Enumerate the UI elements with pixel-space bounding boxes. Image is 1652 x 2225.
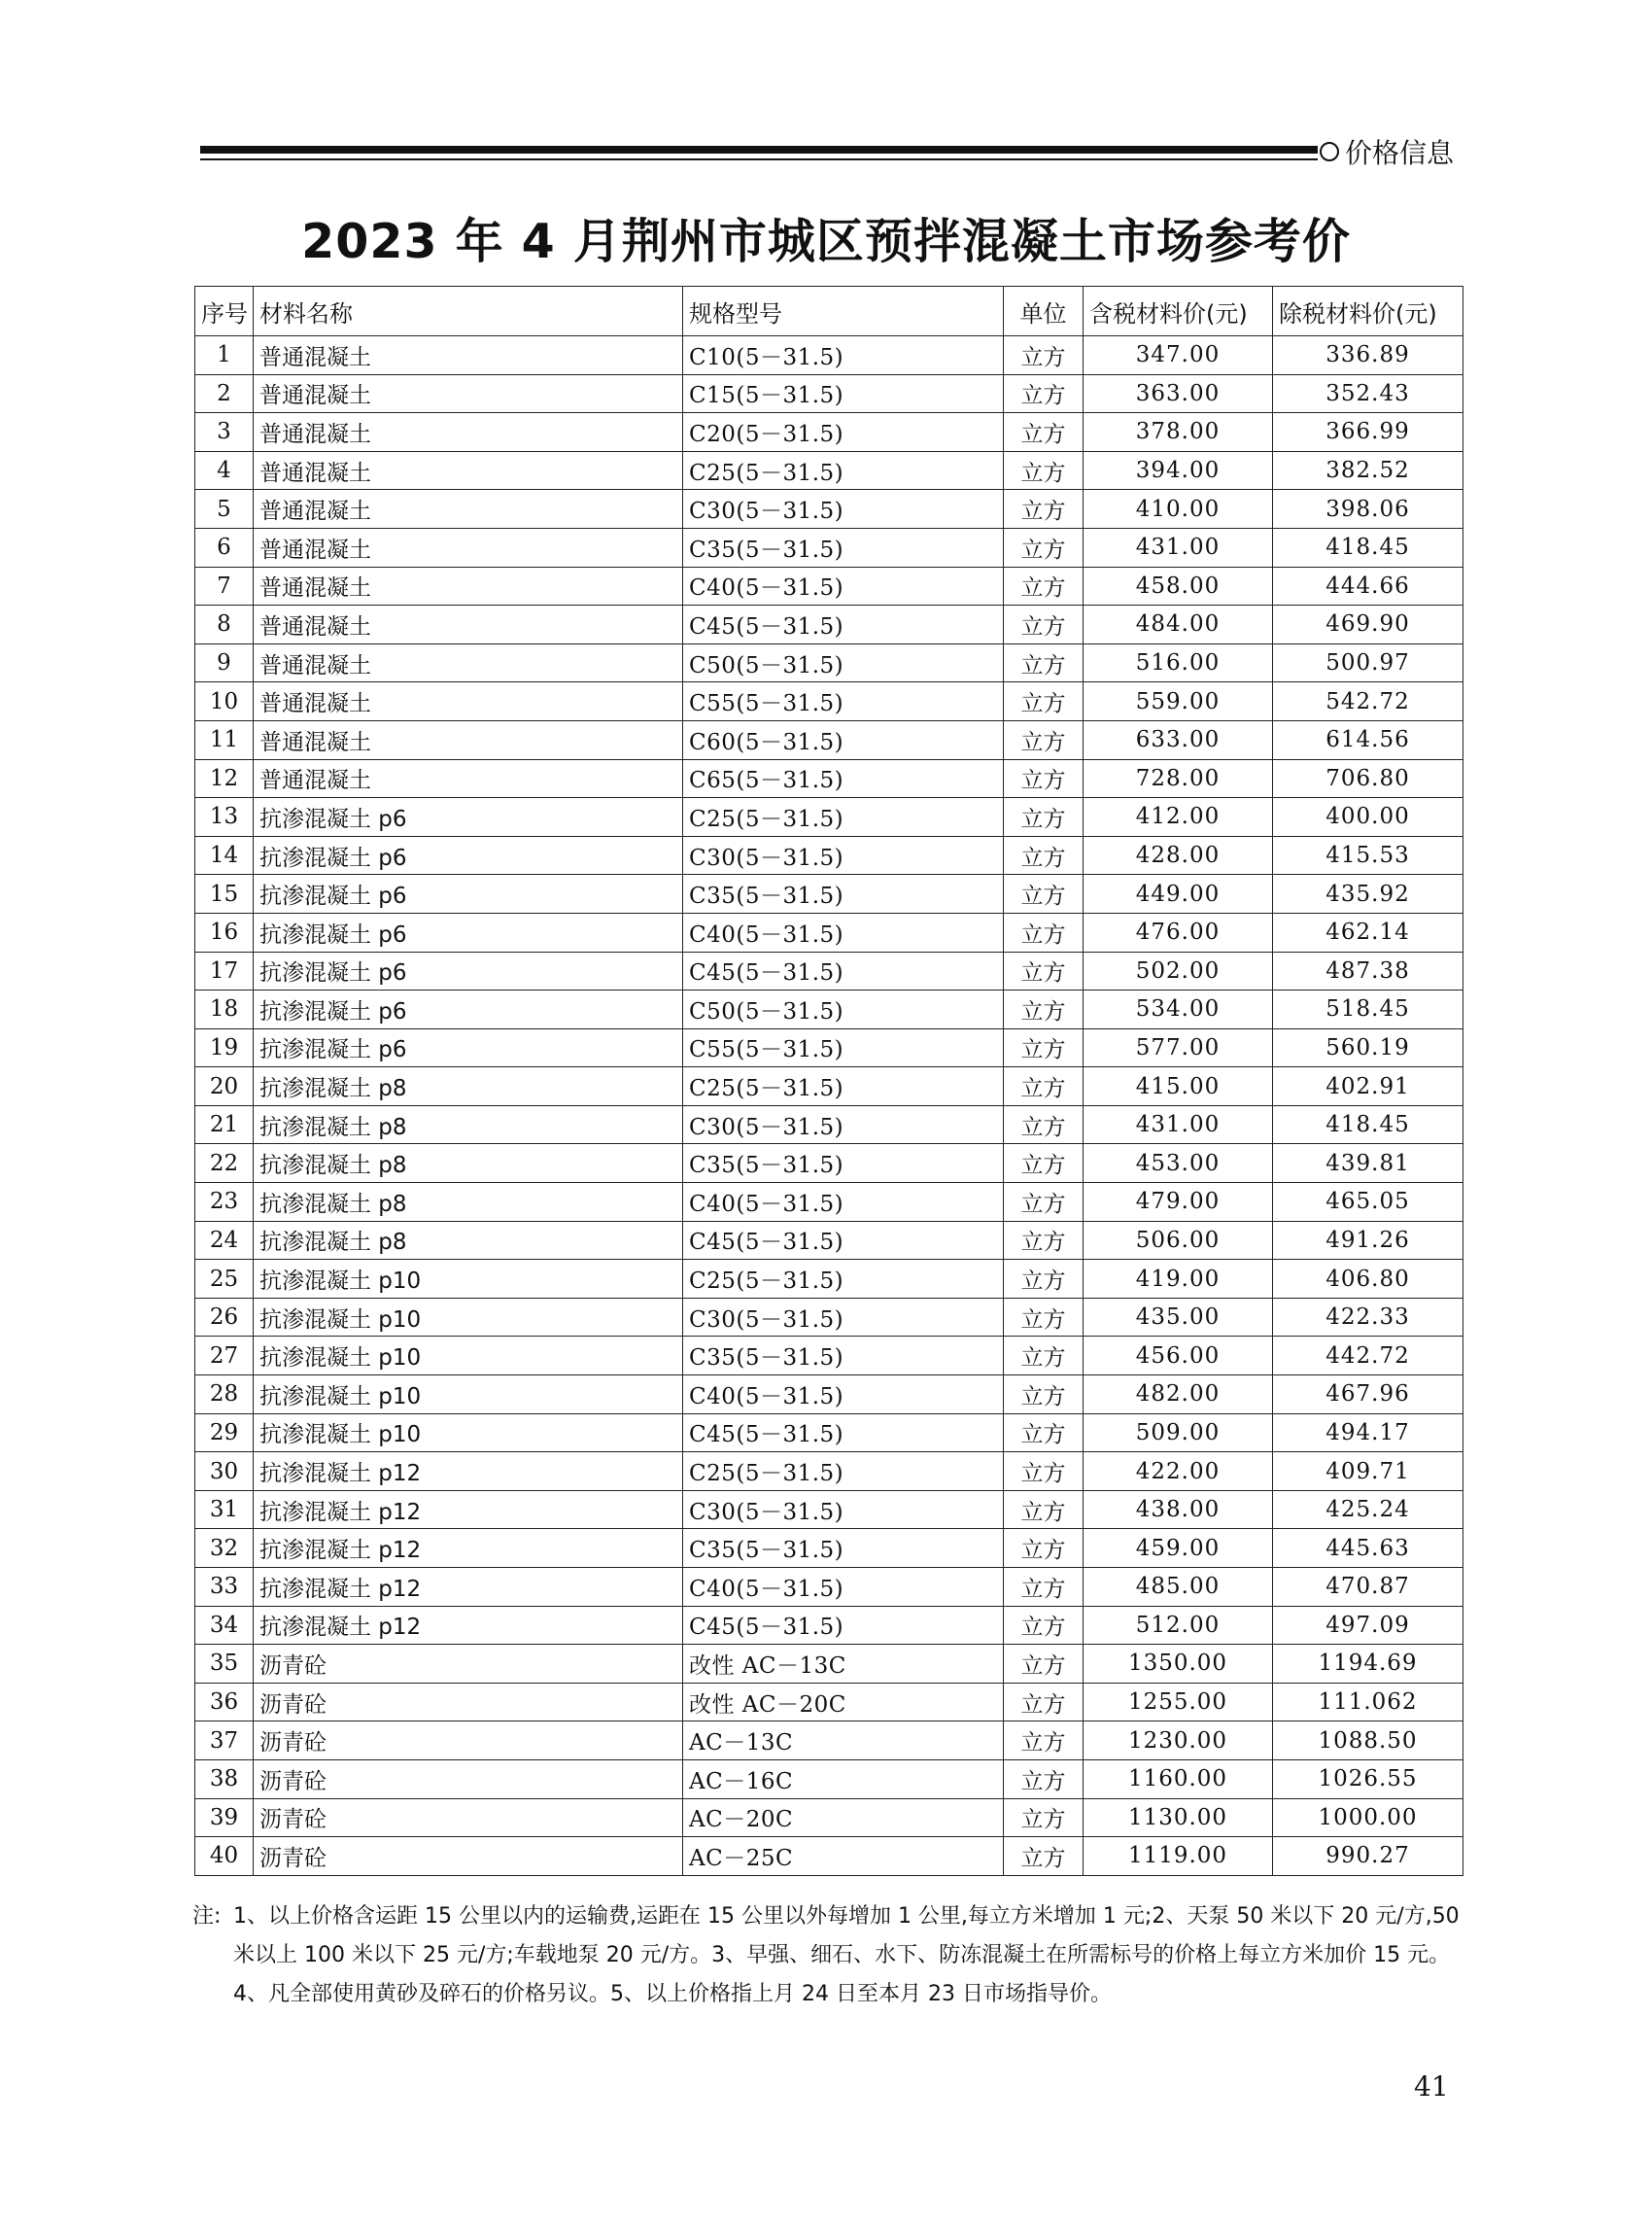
table-row (195, 1721, 1463, 1760)
cell-unit: 立方 (1004, 798, 1084, 837)
cell-unit: 立方 (1004, 1260, 1084, 1299)
cell-spec: C40(5－31.5) (683, 1183, 1004, 1222)
cell-no: 6 (195, 528, 254, 567)
header-rule-thin (200, 158, 1318, 160)
cell-name: 抗渗混凝土 p6 (254, 952, 683, 991)
table-row (195, 1759, 1463, 1798)
cell-price-tax: 449.00 (1084, 875, 1273, 914)
cell-price-notax: 467.96 (1273, 1375, 1463, 1414)
cell-name: 普通混凝土 (254, 336, 683, 375)
header-spec: 规格型号 (683, 287, 1004, 336)
cell-price-notax: 418.45 (1273, 1105, 1463, 1144)
table-row (195, 528, 1463, 567)
cell-spec: C50(5－31.5) (683, 643, 1004, 682)
cell-price-tax: 485.00 (1084, 1568, 1273, 1607)
cell-price-tax: 1130.00 (1084, 1798, 1273, 1837)
cell-spec: 改性 AC－20C (683, 1683, 1004, 1721)
cell-price-tax: 1119.00 (1084, 1837, 1273, 1876)
cell-spec: C35(5－31.5) (683, 1144, 1004, 1183)
cell-price-notax: 409.71 (1273, 1452, 1463, 1491)
cell-price-notax: 1000.00 (1273, 1798, 1463, 1837)
cell-price-notax: 469.90 (1273, 606, 1463, 644)
cell-no: 34 (195, 1606, 254, 1645)
table-row (195, 1413, 1463, 1452)
cell-spec: C25(5－31.5) (683, 451, 1004, 490)
cell-price-notax: 352.43 (1273, 374, 1463, 413)
table-row (195, 913, 1463, 952)
cell-unit: 立方 (1004, 1837, 1084, 1876)
cell-unit: 立方 (1004, 606, 1084, 644)
header-rule-thick (200, 146, 1318, 154)
table-row (195, 1028, 1463, 1067)
cell-no: 12 (195, 759, 254, 798)
cell-name: 普通混凝土 (254, 413, 683, 452)
cell-spec: C40(5－31.5) (683, 567, 1004, 606)
cell-price-notax: 990.27 (1273, 1837, 1463, 1876)
cell-name: 普通混凝土 (254, 759, 683, 798)
cell-price-tax: 428.00 (1084, 836, 1273, 875)
cell-no: 35 (195, 1645, 254, 1684)
cell-price-tax: 410.00 (1084, 490, 1273, 529)
cell-no: 15 (195, 875, 254, 914)
cell-spec: C35(5－31.5) (683, 875, 1004, 914)
cell-unit: 立方 (1004, 913, 1084, 952)
cell-unit: 立方 (1004, 1375, 1084, 1414)
cell-no: 24 (195, 1221, 254, 1260)
cell-spec: C35(5－31.5) (683, 1529, 1004, 1568)
cell-spec: C25(5－31.5) (683, 798, 1004, 837)
cell-no: 11 (195, 720, 254, 759)
cell-price-tax: 347.00 (1084, 336, 1273, 375)
cell-name: 抗渗混凝土 p6 (254, 991, 683, 1029)
cell-no: 40 (195, 1837, 254, 1876)
cell-unit: 立方 (1004, 643, 1084, 682)
table-row (195, 1067, 1463, 1106)
cell-name: 抗渗混凝土 p10 (254, 1337, 683, 1375)
table-row (195, 1645, 1463, 1684)
table-body (195, 336, 1463, 1876)
cell-price-tax: 559.00 (1084, 682, 1273, 721)
cell-name: 沥青砼 (254, 1721, 683, 1760)
cell-price-notax: 415.53 (1273, 836, 1463, 875)
cell-no: 25 (195, 1260, 254, 1299)
cell-price-tax: 1230.00 (1084, 1721, 1273, 1760)
cell-no: 28 (195, 1375, 254, 1414)
cell-price-notax: 444.66 (1273, 567, 1463, 606)
cell-name: 抗渗混凝土 p8 (254, 1067, 683, 1106)
table-row (195, 1144, 1463, 1183)
cell-no: 20 (195, 1067, 254, 1106)
cell-spec: C10(5－31.5) (683, 336, 1004, 375)
cell-price-notax: 706.80 (1273, 759, 1463, 798)
cell-unit: 立方 (1004, 1105, 1084, 1144)
cell-price-notax: 1088.50 (1273, 1721, 1463, 1760)
cell-price-tax: 1350.00 (1084, 1645, 1273, 1684)
table-row (195, 682, 1463, 721)
cell-name: 抗渗混凝土 p12 (254, 1529, 683, 1568)
table-row (195, 567, 1463, 606)
cell-price-tax: 363.00 (1084, 374, 1273, 413)
cell-price-notax: 1026.55 (1273, 1759, 1463, 1798)
cell-price-notax: 398.06 (1273, 490, 1463, 529)
cell-unit: 立方 (1004, 952, 1084, 991)
cell-no: 1 (195, 336, 254, 375)
cell-price-notax: 422.33 (1273, 1298, 1463, 1337)
cell-name: 抗渗混凝土 p12 (254, 1606, 683, 1645)
cell-no: 2 (195, 374, 254, 413)
cell-no: 36 (195, 1683, 254, 1721)
cell-unit: 立方 (1004, 1490, 1084, 1529)
cell-price-tax: 419.00 (1084, 1260, 1273, 1299)
table-row (195, 798, 1463, 837)
cell-no: 7 (195, 567, 254, 606)
cell-no: 8 (195, 606, 254, 644)
cell-unit: 立方 (1004, 759, 1084, 798)
cell-spec: C20(5－31.5) (683, 413, 1004, 452)
cell-price-tax: 577.00 (1084, 1028, 1273, 1067)
cell-spec: C45(5－31.5) (683, 952, 1004, 991)
cell-unit: 立方 (1004, 413, 1084, 452)
table-row (195, 606, 1463, 644)
table-row (195, 952, 1463, 991)
table-row (195, 875, 1463, 914)
cell-price-notax: 470.87 (1273, 1568, 1463, 1607)
cell-price-tax: 502.00 (1084, 952, 1273, 991)
cell-name: 抗渗混凝土 p12 (254, 1452, 683, 1491)
cell-no: 16 (195, 913, 254, 952)
cell-spec: AC－20C (683, 1798, 1004, 1837)
cell-price-tax: 431.00 (1084, 528, 1273, 567)
table-row (195, 1606, 1463, 1645)
cell-price-tax: 438.00 (1084, 1490, 1273, 1529)
cell-spec: C25(5－31.5) (683, 1067, 1004, 1106)
cell-price-tax: 476.00 (1084, 913, 1273, 952)
cell-price-tax: 1160.00 (1084, 1759, 1273, 1798)
cell-spec: C30(5－31.5) (683, 490, 1004, 529)
cell-price-tax: 512.00 (1084, 1606, 1273, 1645)
table-row (195, 1375, 1463, 1414)
cell-name: 普通混凝土 (254, 643, 683, 682)
cell-no: 17 (195, 952, 254, 991)
cell-unit: 立方 (1004, 1606, 1084, 1645)
cell-unit: 立方 (1004, 836, 1084, 875)
cell-spec: C55(5－31.5) (683, 1028, 1004, 1067)
cell-name: 抗渗混凝土 p12 (254, 1568, 683, 1607)
table-row (195, 1260, 1463, 1299)
cell-spec: C40(5－31.5) (683, 1375, 1004, 1414)
cell-unit: 立方 (1004, 1568, 1084, 1607)
cell-spec: AC－13C (683, 1721, 1004, 1760)
cell-price-notax: 445.63 (1273, 1529, 1463, 1568)
cell-name: 抗渗混凝土 p8 (254, 1221, 683, 1260)
table-row (195, 1529, 1463, 1568)
cell-price-notax: 614.56 (1273, 720, 1463, 759)
cell-spec: C55(5－31.5) (683, 682, 1004, 721)
cell-spec: C30(5－31.5) (683, 1490, 1004, 1529)
cell-price-notax: 560.19 (1273, 1028, 1463, 1067)
cell-name: 抗渗混凝土 p8 (254, 1144, 683, 1183)
cell-name: 普通混凝土 (254, 451, 683, 490)
table-row (195, 1337, 1463, 1375)
cell-no: 32 (195, 1529, 254, 1568)
section-label-text: 价格信息 (1345, 137, 1455, 169)
cell-spec: C30(5－31.5) (683, 1105, 1004, 1144)
cell-no: 9 (195, 643, 254, 682)
cell-no: 29 (195, 1413, 254, 1452)
cell-spec: C40(5－31.5) (683, 1568, 1004, 1607)
cell-price-notax: 111.062 (1273, 1683, 1463, 1721)
cell-unit: 立方 (1004, 1721, 1084, 1760)
table-row (195, 1568, 1463, 1607)
cell-spec: AC－16C (683, 1759, 1004, 1798)
cell-no: 18 (195, 991, 254, 1029)
cell-no: 33 (195, 1568, 254, 1607)
cell-no: 23 (195, 1183, 254, 1222)
cell-name: 普通混凝土 (254, 374, 683, 413)
cell-spec: C65(5－31.5) (683, 759, 1004, 798)
cell-unit: 立方 (1004, 1452, 1084, 1491)
table-row (195, 374, 1463, 413)
cell-price-tax: 482.00 (1084, 1375, 1273, 1414)
cell-unit: 立方 (1004, 1183, 1084, 1222)
cell-name: 沥青砼 (254, 1683, 683, 1721)
cell-unit: 立方 (1004, 1144, 1084, 1183)
table-row (195, 1298, 1463, 1337)
section-label (1320, 132, 1454, 171)
price-table (194, 286, 1463, 1876)
cell-spec: C45(5－31.5) (683, 1606, 1004, 1645)
cell-unit: 立方 (1004, 682, 1084, 721)
cell-no: 14 (195, 836, 254, 875)
cell-name: 普通混凝土 (254, 567, 683, 606)
cell-name: 抗渗混凝土 p12 (254, 1490, 683, 1529)
cell-price-tax: 1255.00 (1084, 1683, 1273, 1721)
cell-no: 27 (195, 1337, 254, 1375)
cell-no: 3 (195, 413, 254, 452)
cell-no: 30 (195, 1452, 254, 1491)
cell-price-tax: 394.00 (1084, 451, 1273, 490)
cell-price-notax: 418.45 (1273, 528, 1463, 567)
table-row (195, 643, 1463, 682)
cell-price-notax: 442.72 (1273, 1337, 1463, 1375)
table-row (195, 1837, 1463, 1876)
cell-price-tax: 456.00 (1084, 1337, 1273, 1375)
header-unit: 单位 (1004, 287, 1084, 336)
page-number: 41 (1414, 2070, 1449, 2103)
cell-no: 10 (195, 682, 254, 721)
cell-price-notax: 439.81 (1273, 1144, 1463, 1183)
cell-name: 抗渗混凝土 p10 (254, 1375, 683, 1414)
cell-price-notax: 542.72 (1273, 682, 1463, 721)
cell-no: 5 (195, 490, 254, 529)
cell-spec: C45(5－31.5) (683, 606, 1004, 644)
cell-price-tax: 453.00 (1084, 1144, 1273, 1183)
cell-unit: 立方 (1004, 336, 1084, 375)
cell-price-notax: 462.14 (1273, 913, 1463, 952)
table-row (195, 413, 1463, 452)
table-header-row (195, 287, 1463, 336)
cell-no: 26 (195, 1298, 254, 1337)
cell-spec: C50(5－31.5) (683, 991, 1004, 1029)
cell-spec: C25(5－31.5) (683, 1260, 1004, 1299)
cell-name: 沥青砼 (254, 1645, 683, 1684)
table-row (195, 836, 1463, 875)
cell-price-notax: 491.26 (1273, 1221, 1463, 1260)
cell-no: 4 (195, 451, 254, 490)
cell-price-notax: 366.99 (1273, 413, 1463, 452)
cell-name: 普通混凝土 (254, 490, 683, 529)
cell-unit: 立方 (1004, 1645, 1084, 1684)
cell-price-tax: 378.00 (1084, 413, 1273, 452)
cell-price-notax: 465.05 (1273, 1183, 1463, 1222)
cell-unit: 立方 (1004, 1759, 1084, 1798)
cell-unit: 立方 (1004, 490, 1084, 529)
cell-name: 抗渗混凝土 p10 (254, 1298, 683, 1337)
cell-spec: C60(5－31.5) (683, 720, 1004, 759)
cell-name: 抗渗混凝土 p6 (254, 836, 683, 875)
cell-spec: C40(5－31.5) (683, 913, 1004, 952)
cell-unit: 立方 (1004, 374, 1084, 413)
table-row (195, 1183, 1463, 1222)
cell-no: 38 (195, 1759, 254, 1798)
cell-spec: C15(5－31.5) (683, 374, 1004, 413)
cell-name: 沥青砼 (254, 1759, 683, 1798)
cell-spec: C35(5－31.5) (683, 1337, 1004, 1375)
cell-no: 39 (195, 1798, 254, 1837)
cell-price-notax: 382.52 (1273, 451, 1463, 490)
header-price-notax: 除税材料价(元) (1273, 287, 1463, 336)
cell-name: 普通混凝土 (254, 606, 683, 644)
cell-price-tax: 422.00 (1084, 1452, 1273, 1491)
header-no: 序号 (195, 287, 254, 336)
cell-price-notax: 518.45 (1273, 991, 1463, 1029)
header-name: 材料名称 (254, 287, 683, 336)
table-row (195, 1221, 1463, 1260)
cell-name: 抗渗混凝土 p6 (254, 875, 683, 914)
cell-spec: C30(5－31.5) (683, 836, 1004, 875)
cell-unit: 立方 (1004, 1413, 1084, 1452)
cell-no: 31 (195, 1490, 254, 1529)
table-row (195, 1683, 1463, 1721)
cell-name: 普通混凝土 (254, 720, 683, 759)
cell-price-tax: 415.00 (1084, 1067, 1273, 1106)
cell-unit: 立方 (1004, 991, 1084, 1029)
cell-price-tax: 516.00 (1084, 643, 1273, 682)
cell-unit: 立方 (1004, 1337, 1084, 1375)
cell-name: 抗渗混凝土 p6 (254, 1028, 683, 1067)
cell-price-notax: 336.89 (1273, 336, 1463, 375)
cell-price-notax: 406.80 (1273, 1260, 1463, 1299)
cell-price-tax: 534.00 (1084, 991, 1273, 1029)
table-row (195, 1105, 1463, 1144)
cell-spec: C45(5－31.5) (683, 1221, 1004, 1260)
cell-price-tax: 633.00 (1084, 720, 1273, 759)
cell-unit: 立方 (1004, 720, 1084, 759)
cell-name: 抗渗混凝土 p6 (254, 913, 683, 952)
cell-price-notax: 435.92 (1273, 875, 1463, 914)
cell-name: 抗渗混凝土 p6 (254, 798, 683, 837)
table-row (195, 1452, 1463, 1491)
cell-name: 普通混凝土 (254, 682, 683, 721)
cell-price-tax: 484.00 (1084, 606, 1273, 644)
page-title: 2023 年 4 月荆州市城区预拌混凝土市场参考价 (301, 214, 1351, 269)
cell-price-tax: 509.00 (1084, 1413, 1273, 1452)
cell-spec: C45(5－31.5) (683, 1413, 1004, 1452)
cell-name: 沥青砼 (254, 1798, 683, 1837)
cell-unit: 立方 (1004, 451, 1084, 490)
cell-price-tax: 728.00 (1084, 759, 1273, 798)
cell-price-notax: 497.09 (1273, 1606, 1463, 1645)
table-row (195, 490, 1463, 529)
cell-no: 19 (195, 1028, 254, 1067)
cell-price-tax: 458.00 (1084, 567, 1273, 606)
circle-icon (1320, 142, 1339, 161)
cell-unit: 立方 (1004, 1529, 1084, 1568)
cell-price-notax: 400.00 (1273, 798, 1463, 837)
cell-spec: C35(5－31.5) (683, 528, 1004, 567)
table-row (195, 991, 1463, 1029)
notes-text: 1、以上价格含运距 15 公里以内的运输费,运距在 15 公里以外每增加 1 公里,每立方米增加 1 元;2、天泵 50 米以下 20 元/方,50 米以上 100 米以下 25 元/方;车载地泵 20 元/方。3、早强、细石、水下、防冻混凝土在所需标号的价格上每立方米加价 15 元。4、凡全部使用黄砂及碎石的价格另议。5、以上价格指上月 24 日至本月 23 日市场指导价。 (233, 1904, 1460, 2006)
table-row (195, 759, 1463, 798)
cell-price-tax: 459.00 (1084, 1529, 1273, 1568)
cell-name: 抗渗混凝土 p10 (254, 1260, 683, 1299)
cell-no: 37 (195, 1721, 254, 1760)
header-price-tax: 含税材料价(元) (1084, 287, 1273, 336)
cell-name: 抗渗混凝土 p8 (254, 1183, 683, 1222)
table-row (195, 720, 1463, 759)
table-row (195, 451, 1463, 490)
cell-price-tax: 506.00 (1084, 1221, 1273, 1260)
cell-unit: 立方 (1004, 528, 1084, 567)
table-row (195, 1490, 1463, 1529)
cell-price-notax: 1194.69 (1273, 1645, 1463, 1684)
table-row (195, 336, 1463, 375)
cell-price-notax: 425.24 (1273, 1490, 1463, 1529)
table-row (195, 1798, 1463, 1837)
cell-unit: 立方 (1004, 567, 1084, 606)
cell-price-tax: 479.00 (1084, 1183, 1273, 1222)
cell-unit: 立方 (1004, 1067, 1084, 1106)
cell-unit: 立方 (1004, 1221, 1084, 1260)
cell-price-tax: 431.00 (1084, 1105, 1273, 1144)
cell-unit: 立方 (1004, 1798, 1084, 1837)
cell-price-tax: 412.00 (1084, 798, 1273, 837)
cell-price-notax: 487.38 (1273, 952, 1463, 991)
cell-price-notax: 402.91 (1273, 1067, 1463, 1106)
cell-price-notax: 500.97 (1273, 643, 1463, 682)
cell-name: 抗渗混凝土 p8 (254, 1105, 683, 1144)
cell-unit: 立方 (1004, 1028, 1084, 1067)
cell-price-notax: 494.17 (1273, 1413, 1463, 1452)
cell-name: 抗渗混凝土 p10 (254, 1413, 683, 1452)
cell-unit: 立方 (1004, 875, 1084, 914)
cell-name: 沥青砼 (254, 1837, 683, 1876)
cell-no: 13 (195, 798, 254, 837)
cell-no: 22 (195, 1144, 254, 1183)
cell-spec: AC－25C (683, 1837, 1004, 1876)
cell-no: 21 (195, 1105, 254, 1144)
cell-price-tax: 435.00 (1084, 1298, 1273, 1337)
notes-prefix: 注: (192, 1904, 222, 1929)
cell-spec: C30(5－31.5) (683, 1298, 1004, 1337)
cell-spec: C25(5－31.5) (683, 1452, 1004, 1491)
cell-unit: 立方 (1004, 1683, 1084, 1721)
cell-name: 普通混凝土 (254, 528, 683, 567)
cell-unit: 立方 (1004, 1298, 1084, 1337)
cell-spec: 改性 AC－13C (683, 1645, 1004, 1684)
